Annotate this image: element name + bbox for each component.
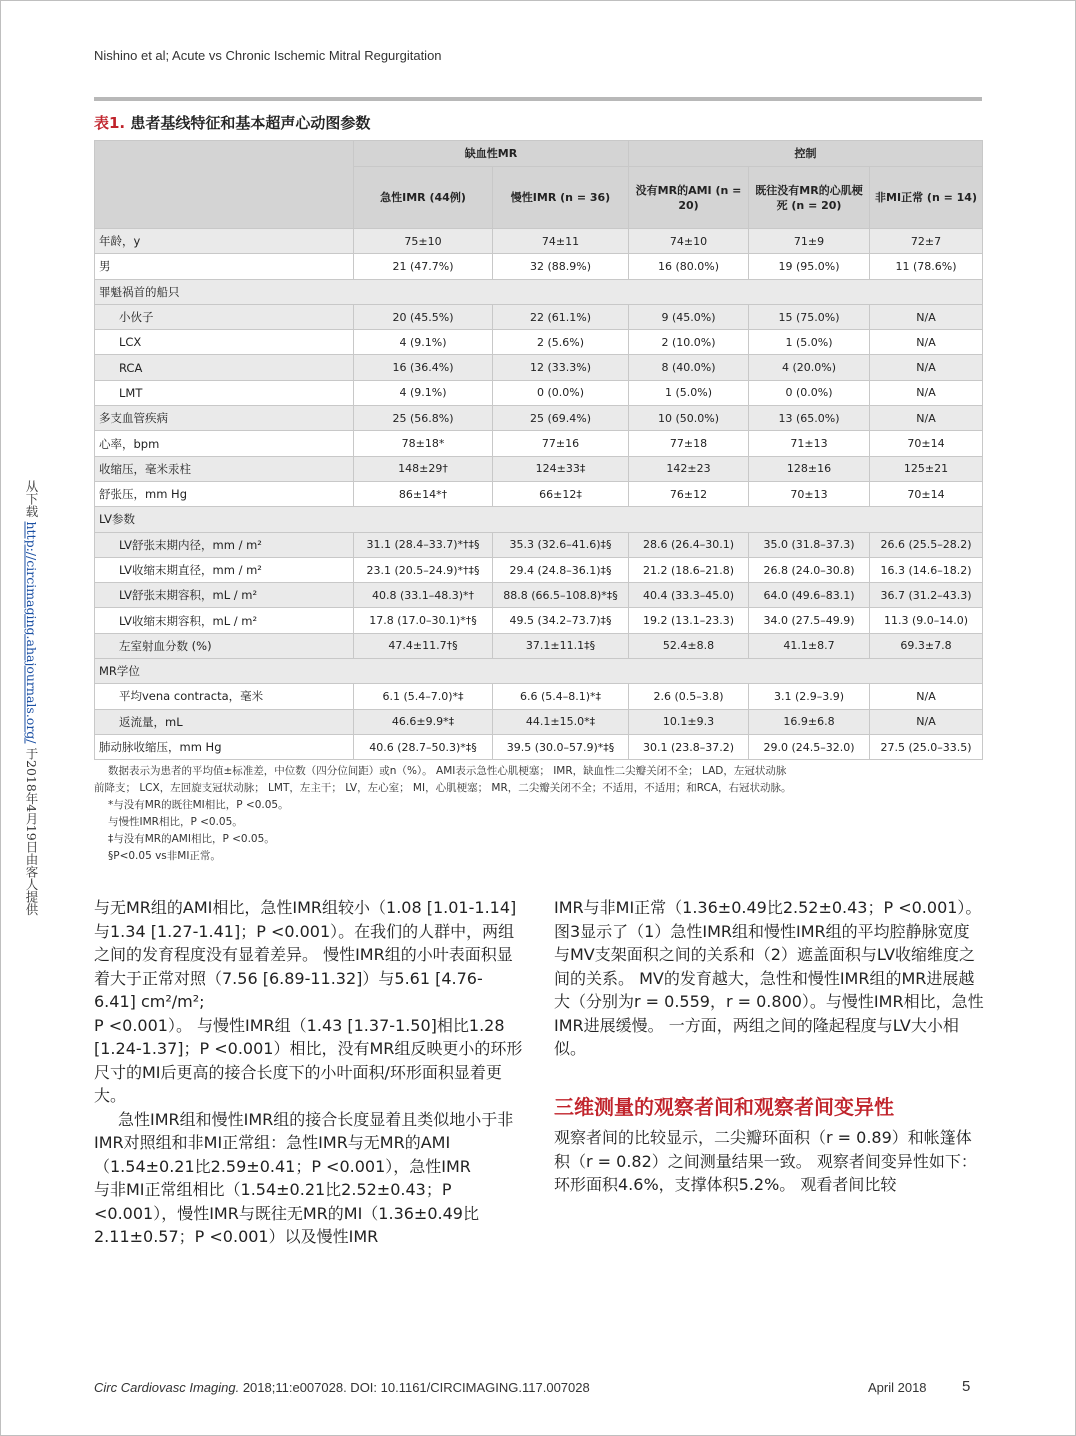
cell-value: 52.4±8.8 (629, 633, 749, 658)
table-row (95, 583, 983, 608)
cell-value: 86±14*† (354, 481, 493, 506)
cell-value: 124±33‡ (493, 456, 629, 481)
cell-value: 1 (5.0%) (629, 380, 749, 405)
cell-value: 39.5 (30.0–57.9)*‡§ (493, 734, 629, 759)
cell-value: N/A (870, 406, 983, 431)
side-note-suffix: 于2018年4月19日由客人提供 (24, 743, 39, 916)
col-header: 没有MR的AMI (n = 20) (629, 167, 749, 229)
row-label: 平均vena contracta，毫米 (95, 684, 354, 709)
row-label: 小伙子 (95, 304, 354, 329)
cell-value: 2 (10.0%) (629, 330, 749, 355)
table-title (94, 112, 370, 133)
cell-value: 32 (88.9%) (493, 254, 629, 279)
cell-value: 128±16 (749, 456, 870, 481)
header-rule (94, 97, 982, 101)
cell-value: 46.6±9.9*‡ (354, 709, 493, 734)
body-paragraph: IMR与非MI正常（1.36±0.49比2.52±0.43；P <0.001）。图3显示了（1）急性IMR组和慢性IMR组的平均腔静脉宽度与MV支架面积之间的关系和（2）遮盖面积与LV收缩维度之间的关系。 MV的发育越大，急性和慢性IMR组的MR进展越大（分别为r = 0.559，r = 0.800）。与慢性IMR相比，急性IMR进展缓慢。 一方面，两组之间的隆起程度与LV大小相似。 (554, 898, 984, 1058)
cell-value: 77±16 (493, 431, 629, 456)
table-row (95, 734, 983, 759)
cell-value: 70±14 (870, 431, 983, 456)
row-label: 心率，bpm (95, 431, 354, 456)
row-label: LCX (95, 330, 354, 355)
cell-value: 148±29† (354, 456, 493, 481)
cell-value: 40.6 (28.7–50.3)*‡§ (354, 734, 493, 759)
cell-value: 72±7 (870, 229, 983, 254)
table-row (95, 355, 983, 380)
cell-value: 27.5 (25.0–33.5) (870, 734, 983, 759)
cell-value: N/A (870, 684, 983, 709)
row-label: 肺动脉收缩压，mm Hg (95, 734, 354, 759)
header-corner (95, 141, 354, 229)
cell-value: 19.2 (13.1–23.3) (629, 608, 749, 633)
table-row (95, 330, 983, 355)
cell-value: 20 (45.5%) (354, 304, 493, 329)
cell-value: 4 (20.0%) (749, 355, 870, 380)
cell-value: 15 (75.0%) (749, 304, 870, 329)
table-section-row (95, 507, 983, 532)
cell-value: 21 (47.7%) (354, 254, 493, 279)
body-paragraph: 与无MR组的AMI相比，急性IMR组较小（1.08 [1.01-1.14]与1.34 [1.27-1.41]；P <0.001）。在我们的人群中，两组之间的发育程度没有显着差异。 慢性IMR组的小叶表面积显着大于正常对照（7.56 [6.89-11.32]）与5.61 [4.76-6.41] cm²/m²; (94, 898, 517, 1011)
table-row (95, 709, 983, 734)
row-label: LMT (95, 380, 354, 405)
cell-value: 71±13 (749, 431, 870, 456)
table-row (95, 229, 983, 254)
section-label: MR学位 (95, 659, 983, 684)
cell-value: 66±12‡ (493, 481, 629, 506)
cell-value: 70±14 (870, 481, 983, 506)
row-label: RCA (95, 355, 354, 380)
group-header-control: 控制 (629, 141, 983, 167)
table-row (95, 380, 983, 405)
cell-value: 35.3 (32.6–41.6)‡§ (493, 532, 629, 557)
cell-value: 9 (45.0%) (629, 304, 749, 329)
cell-value: 44.1±15.0*‡ (493, 709, 629, 734)
baseline-table (94, 140, 983, 760)
row-label: 舒张压，mm Hg (95, 481, 354, 506)
footer-citation (94, 1380, 590, 1395)
cell-value: 25 (56.8%) (354, 406, 493, 431)
section-label: LV参数 (95, 507, 983, 532)
col-header: 既往没有MR的心肌梗死 (n = 20) (749, 167, 870, 229)
cell-value: 13 (65.0%) (749, 406, 870, 431)
group-header-ischemic-mr: 缺血性MR (354, 141, 629, 167)
cell-value: 22 (61.1%) (493, 304, 629, 329)
cell-value: 23.1 (20.5–24.9)*†‡§ (354, 557, 493, 582)
body-paragraph: 与非MI正常组相比（1.54±0.21比2.52±0.43；P <0.001），慢性IMR与既往无MR的MI（1.36±0.49比2.11±0.57；P <0.001）以及慢性IMR (94, 1180, 479, 1246)
cell-value: 74±10 (629, 229, 749, 254)
table-row (95, 532, 983, 557)
cell-value: 35.0 (31.8–37.3) (749, 532, 870, 557)
table-row (95, 481, 983, 506)
cell-value: 47.4±11.7†§ (354, 633, 493, 658)
cell-value: 11 (78.6%) (870, 254, 983, 279)
table-row (95, 608, 983, 633)
cell-value: 34.0 (27.5–49.9) (749, 608, 870, 633)
table-row (95, 304, 983, 329)
cell-value: 2 (5.6%) (493, 330, 629, 355)
footnote: §P<0.05 vs非MI正常。 (108, 850, 221, 862)
cell-value: 76±12 (629, 481, 749, 506)
cell-value: 10 (50.0%) (629, 406, 749, 431)
cell-value: 31.1 (28.4–33.7)*†‡§ (354, 532, 493, 557)
cell-value: 4 (9.1%) (354, 380, 493, 405)
cell-value: N/A (870, 355, 983, 380)
table-title-label: 表1. (94, 114, 126, 132)
cell-value: 1 (5.0%) (749, 330, 870, 355)
cell-value: 2.6 (0.5–3.8) (629, 684, 749, 709)
table-row (95, 684, 983, 709)
cell-value: 17.8 (17.0–30.1)*†§ (354, 608, 493, 633)
page-number: 5 (962, 1378, 971, 1395)
row-label: 年龄，y (95, 229, 354, 254)
cell-value: 29.0 (24.5–32.0) (749, 734, 870, 759)
cell-value: 10.1±9.3 (629, 709, 749, 734)
body-column-right-lower (554, 1126, 984, 1197)
footer-doi: 2018;11:e007028. DOI: 10.1161/CIRCIMAGING.117.007028 (239, 1380, 590, 1395)
cell-value: 49.5 (34.2–73.7)‡§ (493, 608, 629, 633)
body-paragraph: 急性IMR组和慢性IMR组的接合长度显着且类似地小于非IMR对照组和非MI正常组：急性IMR与无MR的AMI（1.54±0.21比2.59±0.41；P <0.001），急性IMR (94, 1109, 514, 1176)
footnote: *与没有MR的既往MI相比，P <0.05。 (108, 799, 289, 811)
cell-value: 74±11 (493, 229, 629, 254)
cell-value: 25 (69.4%) (493, 406, 629, 431)
cell-value: 6.1 (5.4–7.0)*‡ (354, 684, 493, 709)
cell-value: 16.3 (14.6–18.2) (870, 557, 983, 582)
cell-value: 125±21 (870, 456, 983, 481)
cell-value: 78±18* (354, 431, 493, 456)
cell-value: N/A (870, 304, 983, 329)
cell-value: 142±23 (629, 456, 749, 481)
cell-value: 19 (95.0%) (749, 254, 870, 279)
cell-value: 64.0 (49.6–83.1) (749, 583, 870, 608)
body-column-right (554, 896, 984, 1061)
cell-value: 40.4 (33.3–45.0) (629, 583, 749, 608)
row-label: LV舒张末期内径，mm / m² (95, 532, 354, 557)
cell-value: 26.8 (24.0–30.8) (749, 557, 870, 582)
cell-value: 40.8 (33.1–48.3)*† (354, 583, 493, 608)
cell-value: N/A (870, 380, 983, 405)
col-header: 非MI正常 (n = 14) (870, 167, 983, 229)
body-paragraph: P <0.001）。 与慢性IMR组（1.43 [1.37-1.50]相比1.28 [1.24-1.37]；P <0.001）相比，没有MR组反映更小的环形尺寸的MI后更高的接合长度下的小叶面积/环形面积显着更大。 (94, 1015, 523, 1105)
body-paragraph: 观察者间的比较显示，二尖瓣环面积（r = 0.89）和帐篷体积（r = 0.82）之间测量结果一致。 观察者间变异性如下：环形面积4.6%，支撑体积5.2%。 观看者间比较 (554, 1128, 977, 1194)
table-row (95, 406, 983, 431)
table-row (95, 254, 983, 279)
cell-value: 75±10 (354, 229, 493, 254)
cell-value: 77±18 (629, 431, 749, 456)
download-side-note (18, 480, 40, 916)
cell-value: N/A (870, 330, 983, 355)
cell-value: 36.7 (31.2–43.3) (870, 583, 983, 608)
cell-value: 0 (0.0%) (493, 380, 629, 405)
footnote: 前降支； LCX，左回旋支冠状动脉； LMT，左主干； LV，左心室； MI，心肌梗塞； MR，二尖瓣关闭不全；不适用，不适用；和RCA，右冠状动脉。 (94, 782, 792, 794)
side-note-prefix: 从下载 (24, 480, 39, 522)
table-title-text: 患者基线特征和基本超声心动图参数 (125, 114, 371, 132)
row-label: 返流量，mL (95, 709, 354, 734)
row-label: 左室射血分数 (%) (95, 633, 354, 658)
row-label: 收缩压，毫米汞柱 (95, 456, 354, 481)
cell-value: N/A (870, 709, 983, 734)
cell-value: 0 (0.0%) (749, 380, 870, 405)
cell-value: 12 (33.3%) (493, 355, 629, 380)
footer-date: April 2018 (868, 1380, 927, 1395)
row-label: 多支血管疾病 (95, 406, 354, 431)
cell-value: 16.9±6.8 (749, 709, 870, 734)
row-label: 男 (95, 254, 354, 279)
col-header: 急性IMR (44例) (354, 167, 493, 229)
row-label: LV收缩末期直径，mm / m² (95, 557, 354, 582)
table-row (95, 431, 983, 456)
cell-value: 69.3±7.8 (870, 633, 983, 658)
cell-value: 11.3 (9.0–14.0) (870, 608, 983, 633)
table-row (95, 557, 983, 582)
table-row (95, 456, 983, 481)
footer-journal: Circ Cardiovasc Imaging. (94, 1380, 240, 1395)
col-header: 慢性IMR (n = 36) (493, 167, 629, 229)
footnote: ‡与没有MR的AMI相比，P <0.05。 (108, 833, 275, 845)
cell-value: 26.6 (25.5–28.2) (870, 532, 983, 557)
cell-value: 30.1 (23.8–37.2) (629, 734, 749, 759)
section-heading: 三维测量的观察者间和观察者间变异性 (554, 1095, 894, 1119)
journal-link[interactable]: http://circimaging.ahajournals.org/ (24, 521, 39, 744)
table-footnotes (94, 763, 982, 865)
footnote: 与慢性IMR相比，P <0.05。 (108, 816, 243, 828)
cell-value: 37.1±11.1‡§ (493, 633, 629, 658)
table-row (95, 633, 983, 658)
running-head: Nishino et al; Acute vs Chronic Ischemic Mitral Regurgitation (94, 48, 442, 63)
cell-value: 71±9 (749, 229, 870, 254)
section-label: 罪魁祸首的船只 (95, 279, 983, 304)
row-label: LV收缩末期容积，mL / m² (95, 608, 354, 633)
cell-value: 88.8 (66.5–108.8)*‡§ (493, 583, 629, 608)
cell-value: 29.4 (24.8–36.1)‡§ (493, 557, 629, 582)
row-label: LV舒张末期容积，mL / m² (95, 583, 354, 608)
table-section-row (95, 279, 983, 304)
cell-value: 28.6 (26.4–30.1) (629, 532, 749, 557)
cell-value: 41.1±8.7 (749, 633, 870, 658)
cell-value: 8 (40.0%) (629, 355, 749, 380)
body-column-left (94, 896, 524, 1249)
cell-value: 3.1 (2.9–3.9) (749, 684, 870, 709)
cell-value: 21.2 (18.6–21.8) (629, 557, 749, 582)
cell-value: 16 (36.4%) (354, 355, 493, 380)
cell-value: 6.6 (5.4–8.1)*‡ (493, 684, 629, 709)
table-section-row (95, 659, 983, 684)
cell-value: 4 (9.1%) (354, 330, 493, 355)
footnote: 数据表示为患者的平均值±标准差，中位数（四分位间距）或n（%）。 AMI表示急性心肌梗塞； IMR，缺血性二尖瓣关闭不全； LAD，左冠状动脉 (108, 765, 787, 777)
cell-value: 70±13 (749, 481, 870, 506)
cell-value: 16 (80.0%) (629, 254, 749, 279)
